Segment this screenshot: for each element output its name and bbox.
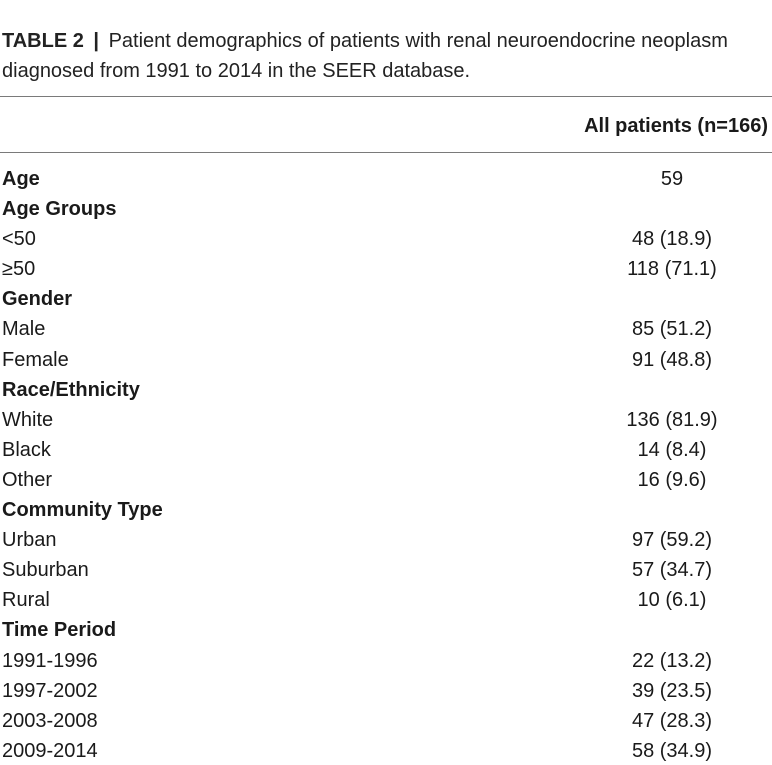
row-label: Other [2, 468, 53, 491]
table-row [0, 584, 772, 614]
table-body [0, 163, 772, 765]
row-label: 2003-2008 [2, 709, 98, 732]
table-row [0, 705, 772, 735]
row-value: 59 [660, 168, 684, 190]
table-row [0, 735, 772, 765]
section-label: Age Groups [2, 198, 117, 221]
table-row [0, 404, 772, 434]
table-section-row [0, 494, 772, 524]
row-value: 39 (23.5) [631, 679, 713, 702]
row-label: Black [2, 438, 51, 461]
table-section-row [0, 163, 772, 193]
section-label: Time Period [2, 619, 117, 642]
table-row [0, 645, 772, 675]
row-value: 85 (51.2) [631, 318, 713, 341]
table-row [0, 223, 772, 253]
table-row [0, 464, 772, 494]
row-label: ≥50 [2, 258, 36, 281]
table-section-row [0, 374, 772, 404]
row-label: <50 [2, 228, 36, 251]
table-row [0, 675, 772, 705]
row-label: 1991-1996 [2, 649, 98, 672]
row-value: 91 (48.8) [631, 348, 713, 371]
row-label: White [2, 408, 54, 431]
caption-separator: | [93, 30, 100, 52]
table-section-row [0, 614, 772, 644]
section-label: Race/Ethnicity [2, 378, 140, 401]
row-label: Rural [2, 589, 50, 612]
section-label: Age [2, 168, 40, 190]
table-row [0, 313, 772, 343]
table-top-rule [0, 96, 772, 97]
column-header-all-patients: All patients (n=166) [584, 115, 768, 137]
row-value: 58 (34.9) [631, 739, 713, 762]
row-label: Male [2, 318, 46, 341]
row-value: 22 (13.2) [631, 649, 713, 672]
row-label: 2009-2014 [2, 739, 98, 762]
table-section-row [0, 283, 772, 313]
section-label: Community Type [2, 499, 163, 522]
table-row [0, 524, 772, 554]
row-label: Suburban [2, 559, 89, 582]
table-section-row [0, 193, 772, 223]
table-row [0, 344, 772, 374]
header-rule [0, 152, 772, 153]
row-label: Urban [2, 529, 57, 552]
row-value: 48 (18.9) [631, 228, 713, 251]
row-value: 136 (81.9) [626, 408, 718, 431]
row-value: 16 (9.6) [637, 468, 707, 491]
table-row [0, 434, 772, 464]
table-caption [2, 26, 742, 86]
row-label: Female [2, 348, 69, 371]
row-label: 1997-2002 [2, 679, 98, 702]
table-row [0, 253, 772, 283]
table-label: TABLE 2 [2, 30, 84, 52]
row-value: 57 (34.7) [631, 559, 713, 582]
row-value: 97 (59.2) [631, 529, 713, 552]
row-value: 47 (28.3) [631, 709, 713, 732]
caption-text: Patient demographics of patients with renal neuroendocrine neoplasm diagnosed from 1991 to 2014 in the SEER database. [2, 30, 728, 82]
row-value: 14 (8.4) [637, 438, 707, 461]
section-label: Gender [2, 288, 73, 311]
row-value: 10 (6.1) [637, 589, 707, 612]
table-row [0, 554, 772, 584]
row-value: 118 (71.1) [627, 258, 717, 281]
